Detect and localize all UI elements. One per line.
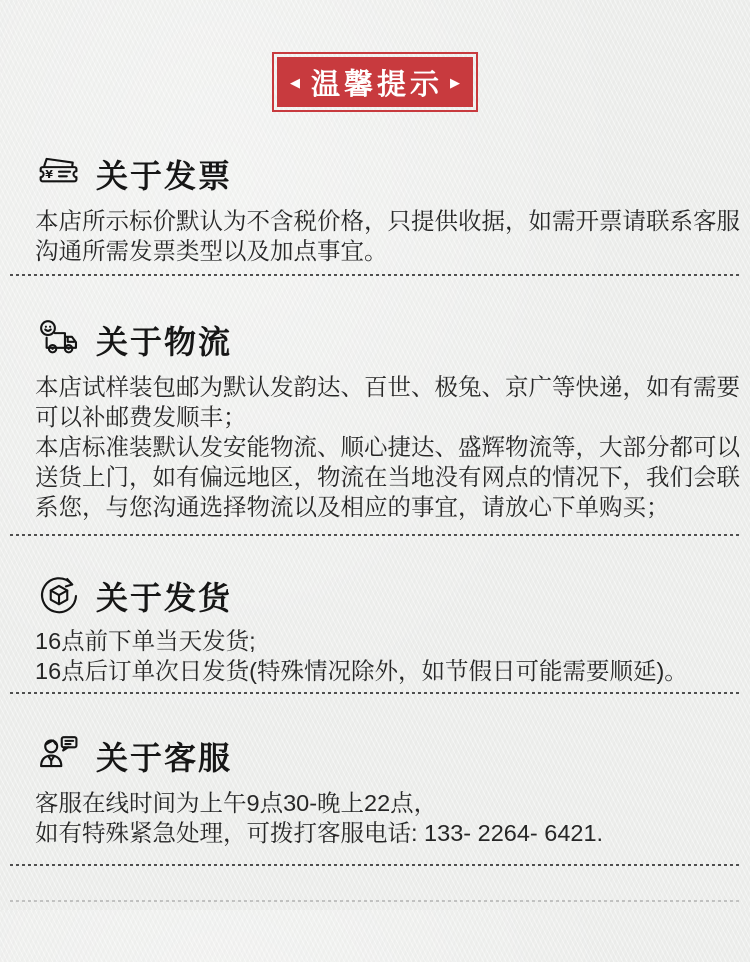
- warm-tips-banner: [272, 52, 478, 112]
- dashed-divider: [10, 692, 740, 694]
- section-customer-service: [0, 734, 750, 866]
- svg-text:¥: ¥: [44, 168, 53, 182]
- package-cycle-icon: [35, 574, 82, 618]
- delivery-truck-icon: [35, 318, 82, 362]
- bottom-faint-divider: [10, 900, 740, 902]
- section-customer-service-header: [35, 734, 715, 778]
- section-logistics: [0, 318, 750, 536]
- section-shipping-title: 关于发货: [96, 580, 233, 616]
- section-shipping-header: [35, 574, 715, 618]
- body-line: 可以补邮费发顺丰；: [35, 404, 247, 430]
- right-arrow-icon: ▶: [449, 74, 460, 90]
- body-line: 本店所示标价默认为不含税价格，只提供收据，如需开票请联系客服: [35, 208, 740, 234]
- left-arrow-icon: ◀: [290, 74, 300, 90]
- dashed-divider: [10, 864, 740, 866]
- body-line: 客服在线时间为上午9点30-晚上22点，: [35, 790, 438, 816]
- section-invoice-body: [35, 206, 740, 266]
- customer-service-icon: [35, 734, 82, 778]
- invoice-ticket-icon: [35, 152, 82, 196]
- section-invoice-title: 关于发票: [96, 158, 233, 194]
- section-invoice: [0, 152, 750, 276]
- section-logistics-body: [35, 372, 740, 522]
- section-customer-service-body: [35, 788, 730, 848]
- warm-tips-banner-inner: [277, 57, 473, 107]
- banner-title: 温馨提示: [310, 68, 443, 101]
- body-line: 16点后订单次日发货(特殊情况除外，如节假日可能需要顺延)。: [35, 658, 688, 684]
- body-line: 沟通所需发票类型以及加点事宜。: [35, 238, 388, 264]
- section-customer-service-title: 关于客服: [96, 740, 233, 776]
- body-line: 16点前下单当天发货;: [35, 628, 256, 654]
- body-line: 本店试样装包邮为默认发韵达、百世、极兔、京广等快递，如有需要: [35, 374, 740, 400]
- section-logistics-title: 关于物流: [96, 324, 233, 360]
- body-line: 系您，与您沟通选择物流以及相应的事宜，请放心下单购买；: [35, 494, 670, 520]
- section-logistics-header: [35, 318, 715, 362]
- dashed-divider: [10, 274, 740, 276]
- body-line: 如有特殊紧急处理，可拨打客服电话: 133- 2264- 6421.: [35, 820, 604, 846]
- body-line: 本店标准装默认发安能物流、顺心捷达、盛辉物流等，大部分都可以: [35, 434, 740, 460]
- section-invoice-header: [35, 152, 715, 196]
- section-shipping-body: [35, 626, 730, 686]
- dashed-divider: [10, 534, 740, 536]
- section-shipping: [0, 574, 750, 694]
- body-line: 送货上门，如有偏远地区，物流在当地没有网点的情况下，我们会联: [35, 464, 740, 490]
